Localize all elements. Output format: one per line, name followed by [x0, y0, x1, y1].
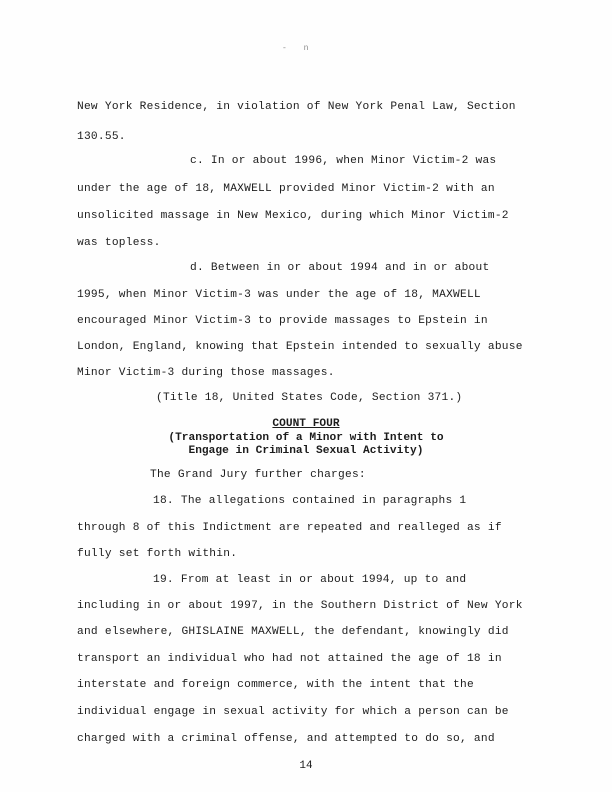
text-line: encouraged Minor Victim-3 to provide massages to Epstein in: [77, 315, 488, 327]
text-line: was topless.: [77, 237, 161, 249]
text-line: and elsewhere, GHISLAINE MAXWELL, the defendant, knowingly did: [77, 626, 509, 638]
text-line: under the age of 18, MAXWELL provided Minor Victim-2 with an: [77, 183, 495, 195]
text-line: London, England, knowing that Epstein intended to sexually abuse: [77, 341, 523, 353]
text-line: 1995, when Minor Victim-3 was under the age of 18, MAXWELL: [77, 289, 481, 301]
text-line: Minor Victim-3 during those massages.: [77, 367, 335, 379]
scan-header-mark: - n: [282, 44, 315, 53]
paragraph-18-start: 18. The allegations contained in paragraphs 1: [153, 495, 467, 507]
paragraph-c-start: c. In or about 1996, when Minor Victim-2 was: [190, 155, 497, 167]
count-subtitle-line1: (Transportation of a Minor with Intent to: [168, 432, 444, 444]
text-line: unsolicited massage in New Mexico, during which Minor Victim-2: [77, 210, 509, 222]
paragraph-d-start: d. Between in or about 1994 and in or about: [190, 262, 490, 274]
citation-line: (Title 18, United States Code, Section 371.): [156, 392, 463, 404]
text-line: fully set forth within.: [77, 548, 238, 560]
paragraph-19-start: 19. From at least in or about 1994, up to and: [153, 574, 467, 586]
text-line: including in or about 1997, in the Southern District of New York: [77, 600, 523, 612]
text-line: interstate and foreign commerce, with the intent that the: [77, 679, 474, 691]
count-title: COUNT FOUR: [272, 418, 340, 430]
text-line: through 8 of this Indictment are repeated and realleged as if: [77, 522, 502, 534]
text-line: individual engage in sexual activity for which a person can be: [77, 706, 509, 718]
grand-jury-line: The Grand Jury further charges:: [150, 469, 366, 481]
text-line: transport an individual who had not attained the age of 18 in: [77, 653, 502, 665]
text-line: charged with a criminal offense, and attempted to do so, and: [77, 733, 495, 745]
count-subtitle-line2: Engage in Criminal Sexual Activity): [188, 445, 424, 457]
page-number: 14: [299, 760, 313, 772]
text-line: 130.55.: [77, 131, 126, 143]
text-line: New York Residence, in violation of New York Penal Law, Section: [77, 101, 516, 113]
